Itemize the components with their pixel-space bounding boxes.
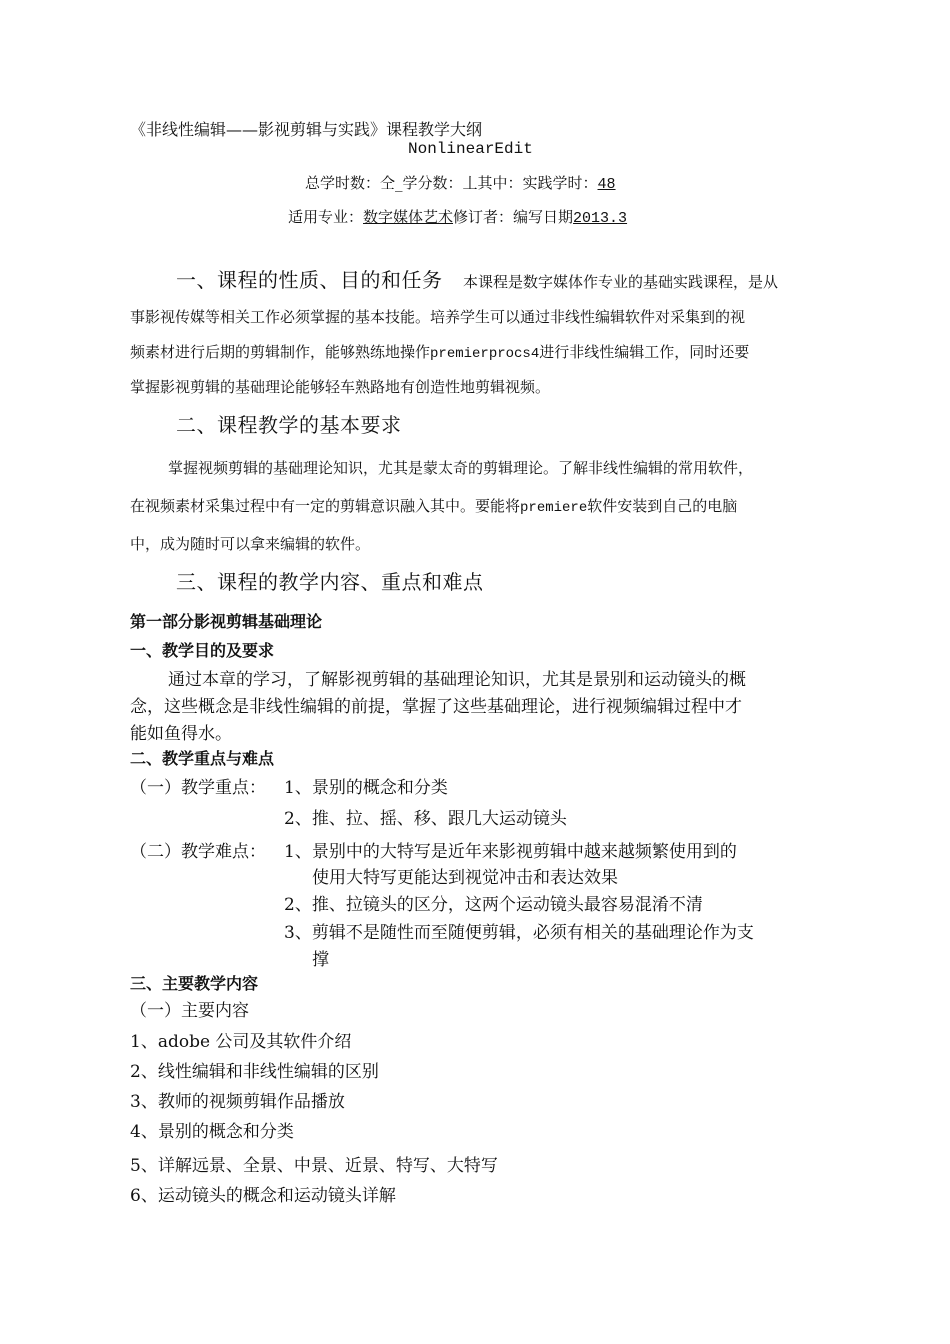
section2-line-2: 中，成为随时可以拿来编辑的软件。 — [130, 535, 371, 553]
goals-line-2: 能如鱼得水。 — [130, 724, 232, 744]
practice-hours: 48 — [597, 176, 616, 193]
diff-item-2: 2、推、拉镜头的区分，这两个运动镜头最容易混淆不清 — [284, 895, 703, 915]
key-item-2: 2、推、拉、摇、移、跟几大运动镜头 — [284, 809, 567, 829]
software-name-premiere: premiere — [520, 500, 588, 516]
section1-line-2b: 进行非线性编辑工作，同时还要 — [539, 343, 750, 361]
key-label: （一）教学重点： — [130, 778, 266, 798]
major-prefix: 适用专业： — [288, 208, 364, 226]
goals-line-0: 通过本章的学习，了解影视剪辑的基础理论知识，尤其是景别和运动镜头的概 — [168, 670, 746, 690]
section1-line-0: 本课程是数字媒体作专业的基础实践课程，是从 — [463, 273, 779, 291]
content-item-4: 4、景别的概念和分类 — [130, 1122, 294, 1142]
section2-line-1a: 在视频素材采集过程中有一定的剪辑意识融入其中。要能将 — [130, 497, 521, 515]
section1-line-3: 掌握影视剪辑的基础理论能够轻车熟路地有创造性地剪辑视频。 — [130, 378, 551, 396]
section2-line-1 — [130, 495, 737, 516]
section1-line-2 — [130, 341, 749, 362]
section3-heading: 三、课程的教学内容、重点和难点 — [176, 570, 484, 594]
key-title: 二、教学重点与难点 — [130, 749, 275, 768]
diff-label: （二）教学难点： — [130, 842, 266, 862]
hours-line — [305, 172, 616, 193]
major-middle: 修订者：编写日期 — [453, 208, 574, 226]
diff-item-1-cont: 使用大特写更能达到视觉冲击和表达效果 — [312, 868, 618, 888]
section2-line-1b: 软件安装到自己的电脑 — [587, 497, 738, 515]
section2-heading: 二、课程教学的基本要求 — [176, 413, 402, 437]
goals-title: 一、教学目的及要求 — [130, 641, 275, 660]
major-value: 数字媒体艺术 — [363, 208, 454, 226]
content-title: 三、主要教学内容 — [130, 974, 259, 993]
english-title: NonlinearEdit — [408, 140, 533, 158]
content-item-5: 5、详解远景、全景、中景、近景、特写、大特写 — [130, 1156, 498, 1176]
content-item-1: 1、adobe 公司及其软件介绍 — [130, 1032, 352, 1052]
course-title: 《非线性编辑——影视剪辑与实践》课程教学大纲 — [130, 120, 483, 139]
content-item-3: 3、教师的视频剪辑作品播放 — [130, 1092, 345, 1112]
content-item-2: 2、线性编辑和非线性编辑的区别 — [130, 1062, 379, 1082]
diff-item-3: 3、剪辑不是随性而至随便剪辑，必须有相关的基础理论作为支 — [284, 923, 754, 943]
major-line — [288, 206, 627, 227]
content-item-6: 6、运动镜头的概念和运动镜头详解 — [130, 1186, 396, 1206]
key-item-1: 1、景别的概念和分类 — [284, 778, 448, 798]
section1-heading: 一、课程的性质、目的和任务 — [176, 268, 443, 292]
diff-item-1: 1、景别中的大特写是近年来影视剪辑中越来越频繁使用到的 — [284, 842, 737, 862]
diff-item-3-cont: 撑 — [312, 950, 329, 970]
date-value: 2013.3 — [573, 210, 628, 227]
hours-prefix: 总学时数：仝_学分数：丄其中：实践学时： — [305, 174, 598, 192]
part-title: 第一部分影视剪辑基础理论 — [130, 612, 323, 631]
software-name-premier: premierprocs4 — [430, 346, 540, 362]
goals-line-1: 念，这些概念是非线性编辑的前提，掌握了这些基础理论，进行视频编辑过程中才 — [130, 697, 742, 717]
section1-line-2a: 频素材进行后期的剪辑制作，能够熟练地操作 — [130, 343, 431, 361]
content-subtitle: （一）主要内容 — [130, 1001, 249, 1021]
section1-line-1: 事影视传媒等相关工作必须掌握的基本技能。培养学生可以通过非线性编辑软件对采集到的视 — [130, 308, 746, 326]
section2-line-0: 掌握视频剪辑的基础理论知识，尤其是蒙太奇的剪辑理论。了解非线性编辑的常用软件， — [168, 459, 754, 477]
